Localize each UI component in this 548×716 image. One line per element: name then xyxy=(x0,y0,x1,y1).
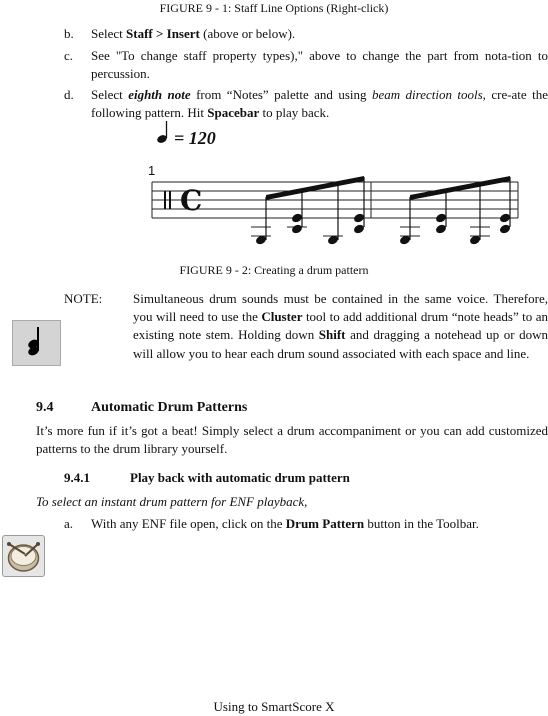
tempo-marking: = 120 xyxy=(174,128,216,148)
item-d-letter: d. xyxy=(64,87,74,102)
note-text: Simultaneous drum sounds must be contained in the same voice. Therefore, you will need to use the Cluster tool to add additional drum “note heads” to an existing note stem. Holding down Shift and dragging a notehead up or down will allow you to hear each drum sound associated with each space and line. xyxy=(133,291,548,361)
subsection-title: Play back with automatic drum pattern xyxy=(130,470,350,485)
drum-pattern-svg xyxy=(140,117,530,257)
cluster-note-icon xyxy=(12,320,61,366)
ledger-lines xyxy=(251,227,490,236)
page-footer: Using to SmartScore X xyxy=(213,699,335,714)
subsection-number: 9.4.1 xyxy=(64,470,90,485)
measure-number: 1 xyxy=(148,163,156,178)
figure-9-2-caption: FIGURE 9 - 2: Creating a drum pattern xyxy=(179,263,369,277)
intro-text: To select an instant drum pattern for ENF playback, xyxy=(36,494,308,509)
cluster-icon-svg xyxy=(13,321,60,365)
item-d-text: Select eighth note from “Notes” palette and using beam direction tools, cre-ate the following pattern. Hit Spacebar to play back. xyxy=(91,87,548,120)
item-c-text: See "To change staff property types)," above to change the part from nota-tion to percussion. xyxy=(91,48,548,81)
section-title: Automatic Drum Patterns xyxy=(91,400,248,415)
step-a-letter: a. xyxy=(64,516,74,531)
drum-icon-svg xyxy=(3,536,44,576)
item-b-letter: b. xyxy=(64,26,74,41)
section-number: 9.4 xyxy=(36,400,54,415)
item-c-letter: c. xyxy=(64,48,74,63)
section-paragraph: It’s more fun if it’s got a beat! Simply select a drum accompaniment or you can add customized patterns to the drum library yourself. xyxy=(36,423,548,456)
note-label: NOTE: xyxy=(64,291,103,306)
beam-group-1 xyxy=(255,176,366,246)
time-signature: C xyxy=(180,184,203,217)
item-b-text: Select Staff > Insert (above or below). xyxy=(91,26,296,41)
figure-9-1-caption: FIGURE 9 - 1: Staff Line Options (Right-click) xyxy=(159,1,389,15)
tempo-quarter-note xyxy=(156,121,168,144)
drum-pattern-figure xyxy=(140,117,530,257)
beam-group-2 xyxy=(399,176,512,246)
drum-icon xyxy=(2,535,45,577)
step-a-text: With any ENF file open, click on the Drum Pattern button in the Toolbar. xyxy=(91,516,479,531)
